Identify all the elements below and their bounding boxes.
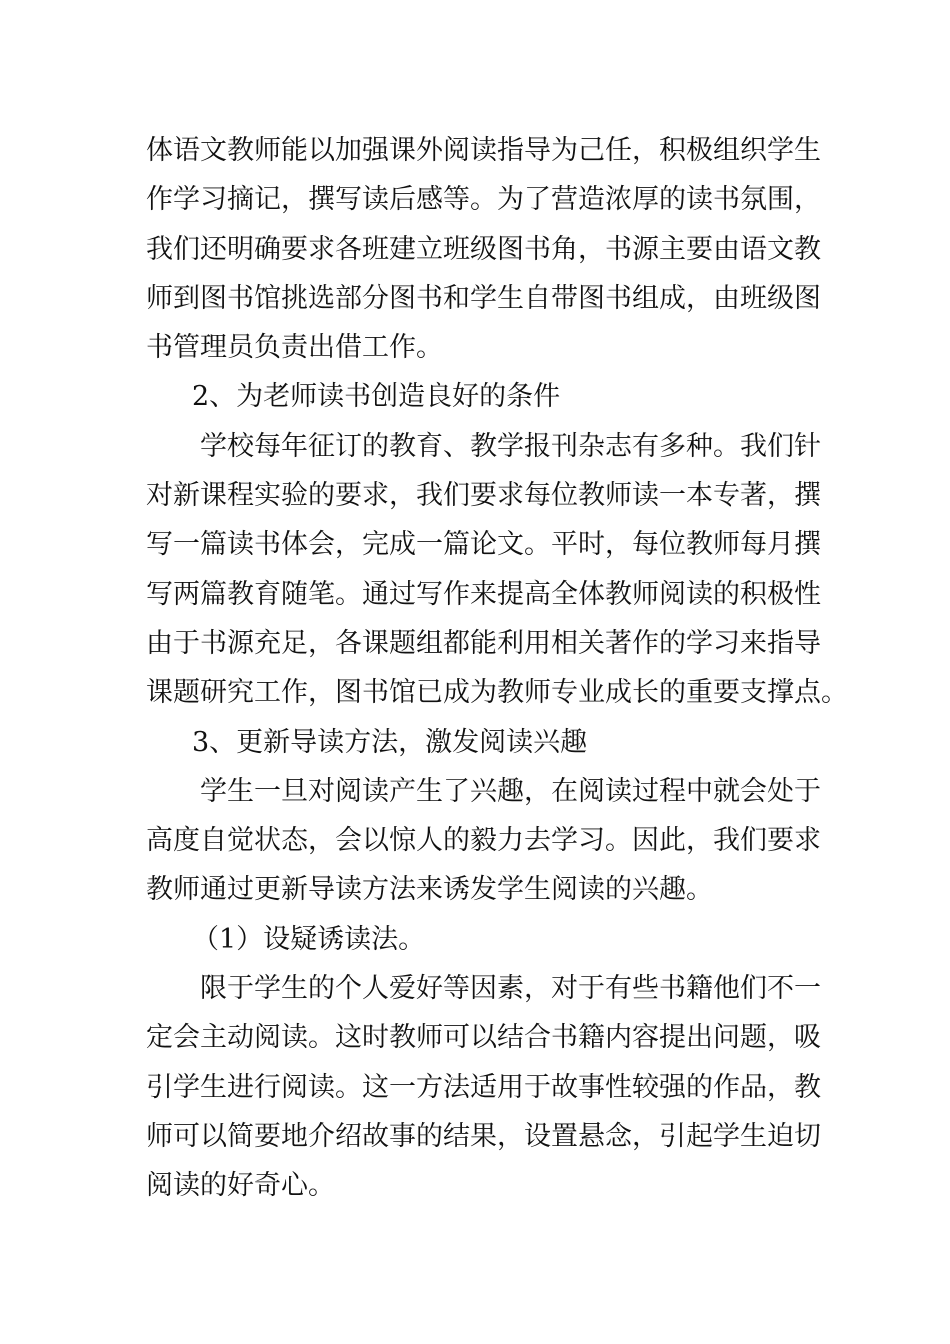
paragraph-first-line: 学生一旦对阅读产生了兴趣，在阅读过程中就会处于 — [200, 775, 821, 807]
text-line: 我们还明确要求各班建立班级图书角，书源主要由语文教 — [146, 233, 821, 265]
text-line: 教师通过更新导读方法来诱发学生阅读的兴趣。 — [146, 874, 713, 906]
text-line: 写两篇教育随笔。通过写作来提高全体教师阅读的积极性 — [146, 578, 821, 610]
text-line: 课题研究工作，图书馆已成为教师专业成长的重要支撑点。 — [146, 677, 848, 709]
text-line: 师可以简要地介绍故事的结果，设置悬念，引起学生迫切 — [146, 1120, 821, 1152]
body-text — [146, 126, 848, 1211]
text-line: 由于书源充足，各课题组都能利用相关著作的学习来指导 — [146, 627, 821, 659]
text-line: 书管理员负责出借工作。 — [146, 332, 443, 364]
subsection-heading-1: （1）设疑诱读法。 — [192, 923, 426, 955]
section-heading-2: 2、为老师读书创造良好的条件 — [192, 381, 561, 413]
paragraph-first-line: 学校每年征订的教育、教学报刊杂志有多种。我们针 — [200, 430, 821, 462]
section-heading-3: 3、更新导读方法，激发阅读兴趣 — [192, 726, 588, 758]
text-line: 作学习摘记，撰写读后感等。为了营造浓厚的读书氛围， — [146, 184, 821, 216]
text-line: 高度自觉状态，会以惊人的毅力去学习。因此，我们要求 — [146, 825, 821, 857]
text-line: 定会主动阅读。这时教师可以结合书籍内容提出问题，吸 — [146, 1022, 821, 1054]
text-line: 引学生进行阅读。这一方法适用于故事性较强的作品，教 — [146, 1071, 821, 1103]
text-line: 师到图书馆挑选部分图书和学生自带图书组成，由班级图 — [146, 282, 821, 314]
text-line: 阅读的好奇心。 — [146, 1170, 335, 1202]
paragraph-first-line: 限于学生的个人爱好等因素，对于有些书籍他们不一 — [200, 973, 821, 1005]
text-line: 写一篇读书体会，完成一篇论文。平时，每位教师每月撰 — [146, 529, 821, 561]
text-line: 对新课程实验的要求，我们要求每位教师读一本专著，撰 — [146, 480, 821, 512]
text-line: 体语文教师能以加强课外阅读指导为己任，积极组织学生 — [146, 135, 821, 166]
